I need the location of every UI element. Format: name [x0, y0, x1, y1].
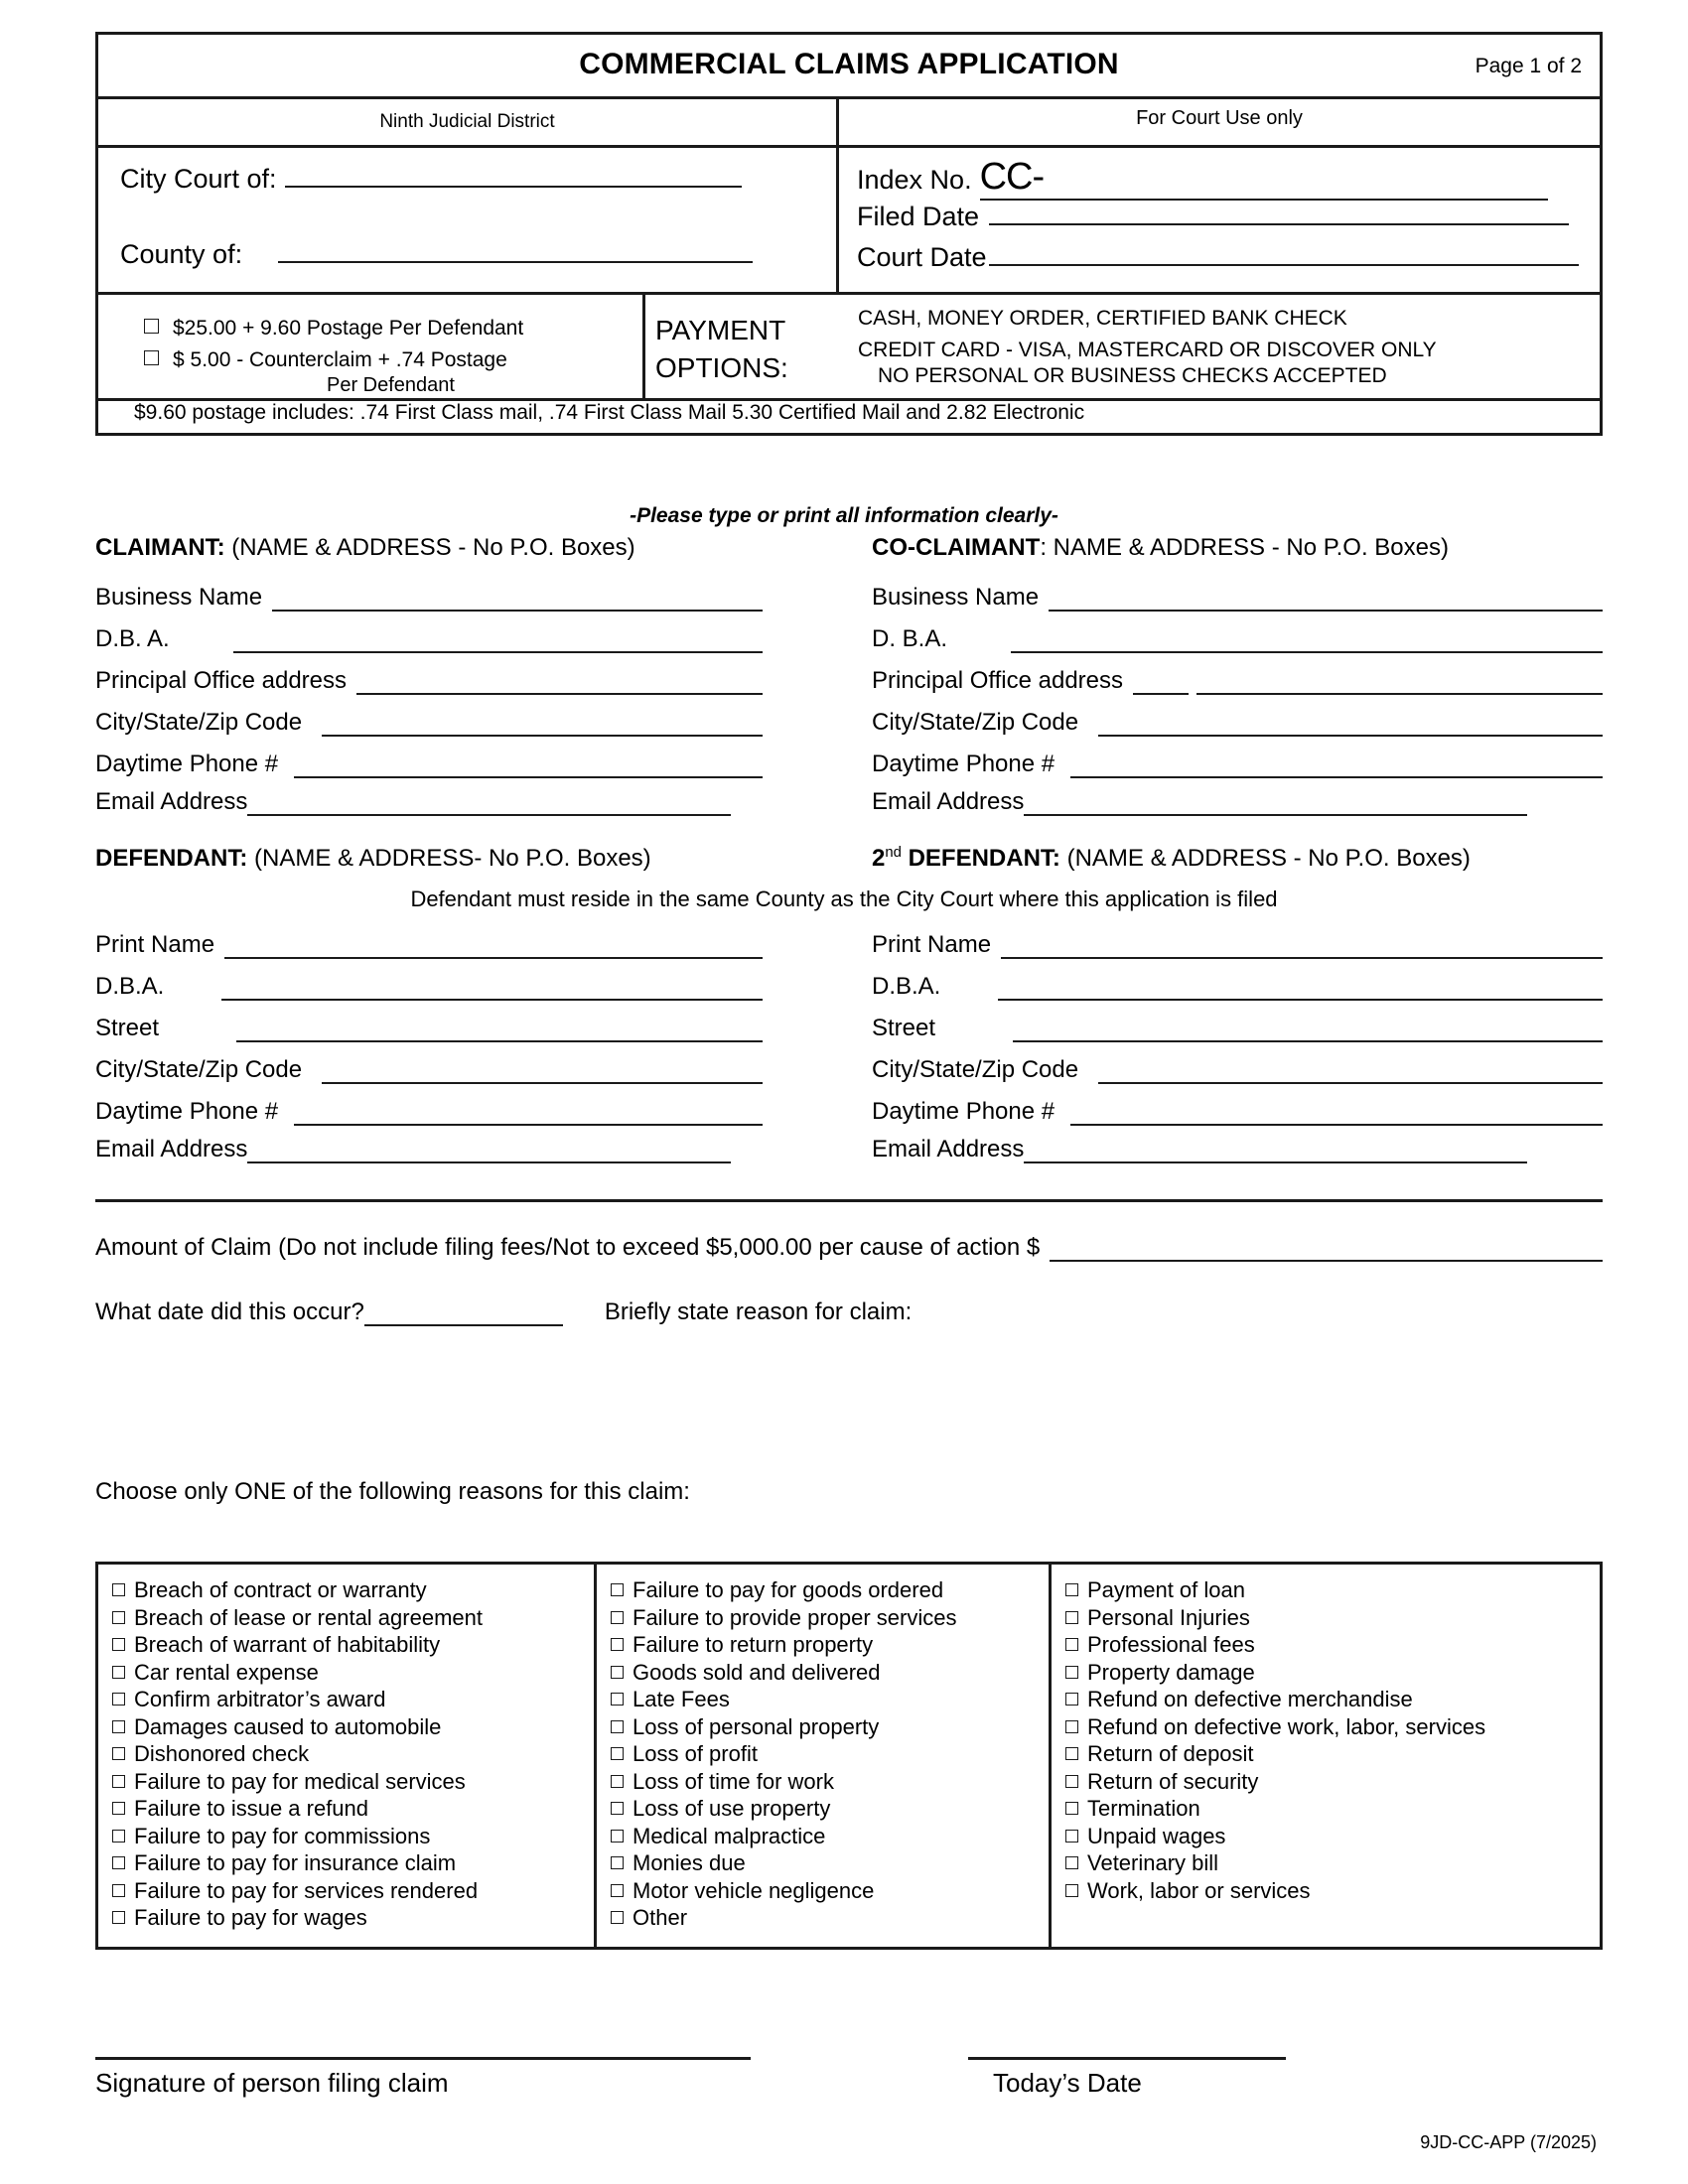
field-input-line-b[interactable] — [1196, 673, 1603, 695]
reason-label: Breach of warrant of habitability — [134, 1632, 441, 1657]
judicial-district-label: Ninth Judicial District — [379, 111, 555, 132]
co-claimant-email-field[interactable] — [872, 788, 1527, 816]
checkbox-icon[interactable] — [144, 319, 159, 334]
field-label: City/State/Zip Code — [95, 1056, 303, 1083]
city-court-label: City Court of: — [120, 164, 277, 194]
title-row — [98, 35, 1600, 99]
field-label: Street — [872, 1015, 936, 1041]
defendant2-phone-field[interactable] — [872, 1098, 1603, 1126]
reason-item[interactable] — [611, 1768, 1049, 1796]
reason-label: Failure to provide proper services — [633, 1604, 957, 1630]
reason-label: Motor vehicle negligence — [633, 1877, 875, 1903]
checkbox-icon[interactable] — [611, 1638, 624, 1651]
field-label: Business Name — [872, 584, 1040, 611]
reason-label: Breach of lease or rental agreement — [134, 1604, 483, 1630]
county-input-line[interactable] — [278, 261, 753, 263]
co-claimant-heading-rest: : NAME & ADDRESS - No P.O. Boxes) — [1040, 534, 1449, 561]
co-claimant-city-state-zip-field[interactable] — [872, 709, 1603, 737]
reason-label: Failure to pay for goods ordered — [633, 1577, 944, 1602]
field-input-line[interactable] — [1098, 1062, 1603, 1084]
defendant-phone-field[interactable] — [95, 1098, 763, 1126]
reason-label: Breach of contract or warranty — [134, 1577, 427, 1602]
field-input-line[interactable] — [998, 979, 1603, 1001]
county-label: County of: — [120, 239, 243, 269]
reason-label: Late Fees — [633, 1687, 730, 1711]
payment-method-3: NO PERSONAL OR BUSINESS CHECKS ACCEPTED — [878, 364, 1387, 387]
field-label: D.B.A. — [95, 973, 165, 1000]
co-claimant-principal-office-field[interactable] — [872, 667, 1603, 695]
district-cell — [98, 99, 839, 145]
reason-item[interactable] — [611, 1877, 1049, 1905]
defendant2-email-field[interactable] — [872, 1136, 1527, 1163]
reason-item[interactable] — [611, 1631, 1049, 1659]
checkbox-icon[interactable] — [112, 1747, 125, 1760]
checkbox-icon[interactable] — [1065, 1666, 1078, 1679]
occurrence-date-input-line[interactable] — [364, 1306, 563, 1326]
field-input-line-a[interactable] — [1133, 673, 1189, 695]
defendant2-heading-bold: DEFENDANT: — [901, 845, 1060, 872]
court-date-label: Court Date — [857, 242, 987, 272]
reason-label: Failure to pay for commissions — [134, 1823, 431, 1848]
defendant2-heading-sup: nd — [885, 845, 902, 861]
checkbox-icon[interactable] — [112, 1856, 125, 1869]
index-cell — [839, 148, 1600, 292]
section-divider — [95, 1199, 1603, 1202]
field-label: D. B.A. — [872, 625, 948, 652]
reason-item[interactable] — [1065, 1849, 1600, 1877]
amount-of-claim-input-line[interactable] — [1050, 1242, 1603, 1262]
court-cell — [98, 148, 839, 292]
reason-label: Goods sold and delivered — [633, 1659, 881, 1685]
checkbox-icon[interactable] — [112, 1830, 125, 1843]
payment-methods-cell — [844, 295, 1600, 398]
field-input-line[interactable] — [233, 631, 763, 653]
page-indicator: Page 1 of 2 — [1475, 55, 1582, 77]
index-no-label: Index No. — [857, 165, 972, 195]
reason-item[interactable] — [112, 1823, 594, 1850]
field-label: Print Name — [872, 931, 992, 958]
reason-label: Return of deposit — [1087, 1741, 1254, 1766]
choose-one-instruction: Choose only ONE of the following reasons for this claim: — [95, 1478, 690, 1505]
checkbox-icon[interactable] — [112, 1775, 125, 1788]
defendant2-heading — [872, 845, 1471, 873]
print-clearly-note: -Please type or print all information clearly- — [630, 504, 1058, 527]
county-field[interactable] — [120, 239, 753, 270]
fee-option-1[interactable] — [144, 317, 523, 341]
reason-label: Unpaid wages — [1087, 1823, 1226, 1848]
court-use-cell — [839, 99, 1600, 145]
reason-item[interactable] — [611, 1849, 1049, 1877]
checkbox-icon[interactable] — [611, 1666, 624, 1679]
defendant-city-state-zip-field[interactable] — [95, 1056, 763, 1084]
fee-option-2-sub: Per Defendant — [327, 374, 455, 396]
checkbox-icon[interactable] — [1065, 1802, 1078, 1815]
field-input-line[interactable] — [221, 979, 763, 1001]
field-label: Daytime Phone # — [95, 751, 279, 777]
checkbox-icon[interactable] — [1065, 1775, 1078, 1788]
brief-reason-label: Briefly state reason for claim: — [604, 1298, 913, 1325]
reason-item[interactable] — [112, 1795, 594, 1823]
field-label: Email Address — [95, 788, 248, 815]
defendant2-dba-field[interactable] — [872, 973, 1603, 1001]
checkbox-icon[interactable] — [611, 1747, 624, 1760]
field-input-line[interactable] — [356, 673, 763, 695]
defendant2-heading-prefix: 2 — [872, 845, 886, 872]
checkbox-icon[interactable] — [611, 1693, 624, 1706]
index-no-prefix: CC- — [979, 156, 1045, 198]
district-row — [98, 99, 1600, 148]
field-label: Daytime Phone # — [872, 751, 1055, 777]
reason-label: Failure to pay for medical services — [134, 1768, 466, 1794]
checkbox-icon[interactable] — [1065, 1884, 1078, 1897]
claimant-phone-field[interactable] — [95, 751, 763, 778]
reason-label: Failure to return property — [633, 1632, 874, 1657]
checkbox-icon[interactable] — [112, 1884, 125, 1897]
field-label: Email Address — [872, 788, 1025, 815]
defendant-heading-wrap — [95, 845, 651, 873]
field-label: D.B. A. — [95, 625, 170, 652]
checkbox-icon[interactable] — [112, 1666, 125, 1679]
court-use-label: For Court Use only — [1136, 107, 1303, 129]
reason-item[interactable] — [1065, 1604, 1600, 1632]
reason-label: Payment of loan — [1087, 1577, 1245, 1602]
checkbox-icon[interactable] — [611, 1775, 624, 1788]
field-label: Business Name — [95, 584, 263, 611]
co-claimant-heading-bold: CO-CLAIMANT — [872, 534, 1041, 561]
reason-label: Monies due — [633, 1850, 746, 1875]
checkbox-icon[interactable] — [112, 1611, 125, 1624]
checkbox-icon[interactable] — [112, 1802, 125, 1815]
reason-label: Failure to pay for insurance claim — [134, 1850, 457, 1875]
checkbox-icon[interactable] — [611, 1830, 624, 1843]
reason-item[interactable] — [1065, 1686, 1600, 1713]
checkbox-icon[interactable] — [611, 1856, 624, 1869]
checkbox-icon[interactable] — [1065, 1720, 1078, 1733]
checkbox-icon[interactable] — [1065, 1830, 1078, 1843]
payment-options-line-1: PAYMENT — [655, 315, 786, 345]
field-label: Daytime Phone # — [95, 1098, 279, 1125]
checkbox-icon[interactable] — [1065, 1747, 1078, 1760]
reasons-column-2 — [597, 1565, 1052, 1947]
reason-item[interactable] — [611, 1686, 1049, 1713]
reason-label: Professional fees — [1087, 1632, 1255, 1657]
page-title: COMMERCIAL CLAIMS APPLICATION — [579, 48, 1119, 80]
reason-item[interactable] — [611, 1904, 1049, 1932]
field-input-line[interactable] — [322, 715, 763, 737]
field-label: Principal Office address — [872, 667, 1124, 694]
reason-item[interactable] — [611, 1659, 1049, 1687]
field-input-line[interactable] — [236, 1021, 763, 1042]
field-input-line[interactable] — [294, 1104, 763, 1126]
defendant2-heading-rest: (NAME & ADDRESS - No P.O. Boxes) — [1059, 845, 1471, 872]
reason-label: Car rental expense — [134, 1659, 319, 1685]
checkbox-icon[interactable] — [112, 1638, 125, 1651]
payment-options-cell — [645, 295, 844, 398]
reasons-checklist — [95, 1562, 1603, 1950]
signature-input-line[interactable] — [95, 2057, 751, 2060]
co-claimant-phone-field[interactable] — [872, 751, 1603, 778]
reason-label: Veterinary bill — [1087, 1850, 1219, 1875]
payment-method-1: CASH, MONEY ORDER, CERTIFIED BANK CHECK — [858, 307, 1347, 330]
claimant-heading-bold: CLAIMANT: — [95, 534, 225, 561]
checkbox-icon[interactable] — [1065, 1856, 1078, 1869]
defendant-dba-field[interactable] — [95, 973, 763, 1001]
reason-item[interactable] — [112, 1740, 594, 1768]
payment-options-line-2: OPTIONS: — [655, 352, 788, 383]
claimant-section — [95, 534, 763, 816]
field-label: Print Name — [95, 931, 215, 958]
payment-method-2: CREDIT CARD - VISA, MASTERCARD OR DISCOVER ONLY — [858, 339, 1437, 361]
field-input-line[interactable] — [1024, 794, 1527, 816]
reason-item[interactable] — [112, 1659, 594, 1687]
fee-option-2-label: $ 5.00 - Counterclaim + .74 Postage — [173, 348, 507, 371]
reason-label: Medical malpractice — [633, 1823, 826, 1848]
field-input-line[interactable] — [1024, 1142, 1527, 1163]
co-claimant-dba-field[interactable] — [872, 625, 1603, 653]
checkbox-icon[interactable] — [144, 350, 159, 365]
reason-item[interactable] — [611, 1823, 1049, 1850]
checkbox-icon[interactable] — [112, 1911, 125, 1924]
checkbox-icon[interactable] — [1065, 1693, 1078, 1706]
field-input-line[interactable] — [1011, 631, 1603, 653]
field-input-line[interactable] — [322, 1062, 763, 1084]
field-input-line[interactable] — [1070, 756, 1603, 778]
index-no-field[interactable] — [857, 156, 1548, 201]
reason-label: Personal Injuries — [1087, 1604, 1250, 1630]
defendant-heading-bold: DEFENDANT: — [95, 845, 248, 872]
fee-option-2[interactable] — [144, 348, 507, 372]
reason-item[interactable] — [112, 1576, 594, 1604]
claimant-principal-office-field[interactable] — [95, 667, 763, 695]
defendant2-street-field[interactable] — [872, 1015, 1603, 1042]
reason-label: Damages caused to automobile — [134, 1713, 442, 1739]
reason-label: Failure to pay for services rendered — [134, 1877, 479, 1903]
reason-item[interactable] — [112, 1904, 594, 1932]
occurrence-date-label: What date did this occur? — [95, 1298, 364, 1325]
reason-label: Loss of use property — [633, 1796, 831, 1821]
field-input-line[interactable] — [1013, 1021, 1603, 1042]
field-label: Street — [95, 1015, 160, 1041]
reason-item[interactable] — [611, 1740, 1049, 1768]
signature-label: Signature of person filing claim — [95, 2068, 449, 2098]
checkbox-icon[interactable] — [611, 1720, 624, 1733]
co-claimant-section — [872, 534, 1603, 816]
defendant-print-name-field[interactable] — [95, 931, 763, 959]
postage-note-row — [98, 401, 1600, 433]
field-input-line[interactable] — [272, 590, 763, 612]
checkbox-icon[interactable] — [112, 1583, 125, 1596]
postage-note: $9.60 postage includes: .74 First Class mail, .74 First Class Mail 5.30 Certified Mail and 2.82 Electronic — [134, 401, 1085, 424]
checkbox-icon[interactable] — [611, 1583, 624, 1596]
checkbox-icon[interactable] — [611, 1911, 624, 1924]
checkbox-icon[interactable] — [1065, 1583, 1078, 1596]
fees-cell — [98, 295, 645, 398]
reason-label: Loss of personal property — [633, 1713, 880, 1739]
city-court-field[interactable] — [120, 164, 742, 195]
defendant2-city-state-zip-field[interactable] — [872, 1056, 1603, 1084]
checkbox-icon[interactable] — [611, 1802, 624, 1815]
defendant2-section — [872, 931, 1603, 1163]
reason-item[interactable] — [112, 1877, 594, 1905]
co-claimant-heading — [872, 534, 1603, 562]
field-label: City/State/Zip Code — [872, 709, 1079, 736]
defendant-street-field[interactable] — [95, 1015, 763, 1042]
defendant-heading — [95, 845, 651, 873]
reason-item[interactable] — [1065, 1740, 1600, 1768]
reason-item[interactable] — [1065, 1659, 1600, 1687]
claimant-business-name-field[interactable] — [95, 584, 763, 612]
reason-item[interactable] — [611, 1604, 1049, 1632]
field-input-line[interactable] — [1070, 1104, 1603, 1126]
field-label: Email Address — [872, 1136, 1025, 1162]
reasons-column-3 — [1052, 1565, 1600, 1947]
court-date-input-line[interactable] — [989, 264, 1579, 266]
reason-item[interactable] — [112, 1631, 594, 1659]
checkbox-icon[interactable] — [1065, 1638, 1078, 1651]
field-input-line[interactable] — [224, 937, 763, 959]
reason-item[interactable] — [1065, 1768, 1600, 1796]
field-input-line[interactable] — [294, 756, 763, 778]
filed-date-field[interactable] — [857, 202, 1569, 232]
amount-of-claim-field[interactable] — [95, 1234, 1603, 1262]
todays-date-label: Today’s Date — [993, 2068, 1142, 2098]
city-court-input-line[interactable] — [285, 186, 742, 188]
field-input-line[interactable] — [1049, 590, 1603, 612]
filed-date-label: Filed Date — [857, 202, 980, 231]
field-label: Daytime Phone # — [872, 1098, 1055, 1125]
reason-label: Loss of profit — [633, 1741, 758, 1766]
field-label: City/State/Zip Code — [872, 1056, 1079, 1083]
defendant-county-note: Defendant must reside in the same County as the City Court where this application is filed — [410, 887, 1278, 911]
claimant-dba-field[interactable] — [95, 625, 763, 653]
reason-item[interactable] — [611, 1713, 1049, 1741]
reason-label: Termination — [1087, 1796, 1200, 1821]
checkbox-icon[interactable] — [112, 1693, 125, 1706]
reason-label: Refund on defective merchandise — [1087, 1687, 1413, 1711]
reason-item[interactable] — [112, 1768, 594, 1796]
reason-item[interactable] — [1065, 1823, 1600, 1850]
reason-label: Work, labor or services — [1087, 1877, 1311, 1903]
claimant-email-field[interactable] — [95, 788, 731, 816]
defendant-section — [95, 931, 763, 1163]
reason-label: Return of security — [1087, 1768, 1259, 1794]
form-code: 9JD-CC-APP (7/2025) — [1420, 2132, 1597, 2152]
reasons-column-1 — [98, 1565, 597, 1947]
court-index-row — [98, 148, 1600, 295]
reason-item[interactable] — [611, 1795, 1049, 1823]
defendant-email-field[interactable] — [95, 1136, 731, 1163]
claimant-city-state-zip-field[interactable] — [95, 709, 763, 737]
checkbox-icon[interactable] — [1065, 1611, 1078, 1624]
amount-of-claim-label: Amount of Claim (Do not include filing fees/Not to exceed $5,000.00 per cause of action $ — [95, 1234, 1041, 1261]
field-input-line[interactable] — [1001, 937, 1603, 959]
reason-item[interactable] — [611, 1576, 1049, 1604]
field-label: D.B.A. — [872, 973, 941, 1000]
reason-item[interactable] — [1065, 1631, 1600, 1659]
defendant2-print-name-field[interactable] — [872, 931, 1603, 959]
header-table — [95, 32, 1603, 436]
field-label: City/State/Zip Code — [95, 709, 303, 736]
co-claimant-business-name-field[interactable] — [872, 584, 1603, 612]
reason-item[interactable] — [1065, 1877, 1600, 1905]
field-input-line[interactable] — [247, 794, 731, 816]
checkbox-icon[interactable] — [611, 1611, 624, 1624]
index-no-input-line[interactable] — [980, 156, 1548, 201]
field-label: Email Address — [95, 1136, 248, 1162]
reason-label: Property damage — [1087, 1659, 1255, 1685]
claimant-heading-rest: (NAME & ADDRESS - No P.O. Boxes) — [224, 534, 635, 561]
checkbox-icon[interactable] — [112, 1720, 125, 1733]
reason-label: Refund on defective work, labor, services — [1087, 1713, 1486, 1739]
reason-label: Dishonored check — [134, 1741, 310, 1766]
reason-item[interactable] — [1065, 1713, 1600, 1741]
reason-label: Confirm arbitrator’s award — [134, 1687, 386, 1711]
court-date-field[interactable] — [857, 242, 1579, 273]
reason-label: Loss of time for work — [633, 1768, 834, 1794]
reason-item[interactable] — [112, 1849, 594, 1877]
filed-date-input-line[interactable] — [989, 223, 1569, 225]
claimant-heading — [95, 534, 763, 562]
reason-item[interactable] — [1065, 1795, 1600, 1823]
reason-item[interactable] — [112, 1686, 594, 1713]
field-input-line[interactable] — [247, 1142, 731, 1163]
field-label: Principal Office address — [95, 667, 348, 694]
checkbox-icon[interactable] — [611, 1884, 624, 1897]
reason-label: Failure to pay for wages — [134, 1905, 367, 1930]
defendant-heading-rest: (NAME & ADDRESS- No P.O. Boxes) — [247, 845, 651, 872]
fee-option-1-label: $25.00 + 9.60 Postage Per Defendant — [173, 317, 524, 340]
reason-label: Other — [633, 1905, 688, 1930]
todays-date-input-line[interactable] — [968, 2057, 1286, 2060]
field-input-line[interactable] — [1098, 715, 1603, 737]
fees-payment-row — [98, 295, 1600, 401]
occurrence-row — [95, 1298, 912, 1326]
defendant2-heading-wrap — [872, 845, 1471, 873]
reason-label: Failure to issue a refund — [134, 1796, 369, 1821]
reason-item[interactable] — [1065, 1576, 1600, 1604]
reason-item[interactable] — [112, 1604, 594, 1632]
reason-item[interactable] — [112, 1713, 594, 1741]
